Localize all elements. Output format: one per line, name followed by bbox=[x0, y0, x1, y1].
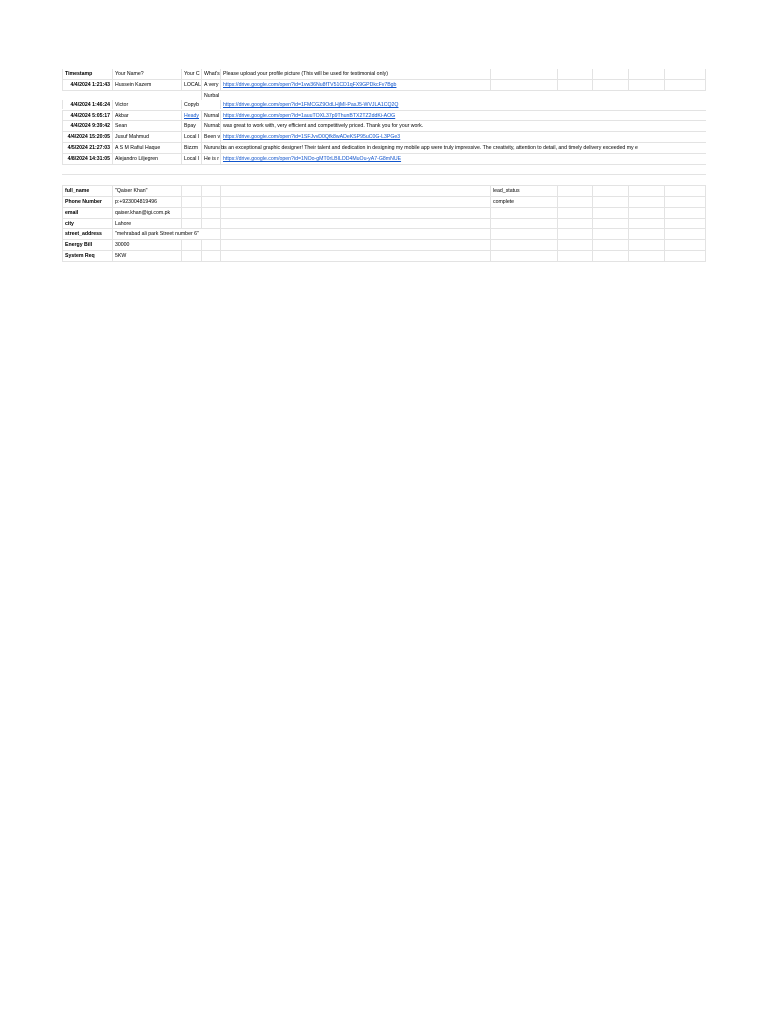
cell-link[interactable]: https://drive.google.com/open?id=1auuTOXL37p9ThunBTX2TZ2ddKi-AOG bbox=[220, 111, 490, 121]
cell-c[interactable]: Bizzm bbox=[181, 143, 201, 153]
table-row bbox=[62, 143, 706, 154]
cell-empty[interactable] bbox=[628, 229, 664, 239]
table-row bbox=[62, 80, 706, 91]
cell-name[interactable]: Sean bbox=[112, 121, 181, 131]
cell-name[interactable]: Akbar bbox=[112, 111, 181, 121]
cell-link[interactable]: https://drive.google.com/open?id=1NOo-gMT0rLBILDD4MuOu-yA7-G8mNUE bbox=[220, 154, 490, 164]
cell-empty[interactable] bbox=[181, 219, 201, 229]
cell-timestamp[interactable]: 4/4/2024 1:46:24 bbox=[62, 100, 112, 110]
cell-empty[interactable] bbox=[220, 208, 490, 218]
detail-label[interactable]: Phone Number bbox=[62, 197, 112, 207]
cell-d[interactable]: Nurunab bbox=[201, 143, 220, 153]
cell-empty[interactable] bbox=[220, 186, 490, 196]
cell-text[interactable]: was great to work with, very efficient and competitively priced. Thank you for your work. bbox=[220, 121, 520, 131]
cell-timestamp[interactable]: 4/4/2024 15:20:05 bbox=[62, 132, 112, 142]
cell-empty[interactable] bbox=[557, 229, 592, 239]
spreadsheet bbox=[62, 69, 706, 262]
header-name[interactable]: Your Name? bbox=[112, 69, 181, 79]
detail-value[interactable]: Lahore bbox=[112, 219, 181, 229]
cell-text[interactable]: is an exceptional graphic designer! Their talent and dedication in designing my mobile app were truly impressive. The creativity, attention to detail, and timely delivery exceeded my e bbox=[220, 143, 706, 153]
cell-timestamp[interactable]: 4/4/2024 1:21:43 bbox=[62, 80, 112, 90]
cell-empty[interactable] bbox=[592, 240, 628, 250]
cell-name[interactable]: Victor bbox=[112, 100, 181, 110]
cell-empty[interactable] bbox=[664, 219, 706, 229]
cell-empty[interactable] bbox=[490, 219, 557, 229]
detail-value[interactable]: qaiser.khan@igi.com.pk bbox=[112, 208, 181, 218]
detail-label[interactable]: city bbox=[62, 219, 112, 229]
cell-c[interactable]: Bpay bbox=[181, 121, 201, 131]
cell-name[interactable]: Jusuf Mahmud bbox=[112, 132, 181, 142]
table-row bbox=[62, 121, 706, 132]
cell-empty[interactable] bbox=[628, 219, 664, 229]
cell-empty[interactable] bbox=[557, 69, 592, 79]
header-e[interactable]: Please upload your profile picture (This will be used for testimonial only) bbox=[220, 69, 490, 79]
cell-d[interactable]: Nurbal bbox=[201, 91, 220, 101]
table-row bbox=[62, 132, 706, 143]
empty-row bbox=[62, 165, 706, 176]
cell-empty[interactable] bbox=[664, 80, 706, 90]
detail-row bbox=[62, 229, 706, 240]
cell-empty[interactable] bbox=[557, 197, 592, 207]
cell-empty[interactable] bbox=[664, 69, 706, 79]
cell-empty[interactable] bbox=[220, 197, 490, 207]
cell-empty[interactable] bbox=[628, 208, 664, 218]
detail-row bbox=[62, 219, 706, 230]
cell-empty[interactable] bbox=[201, 240, 220, 250]
cell-empty[interactable] bbox=[490, 229, 557, 239]
detail-extra-value[interactable]: complete bbox=[490, 197, 557, 207]
detail-row bbox=[62, 208, 706, 219]
cell-empty[interactable] bbox=[181, 186, 201, 196]
table-row bbox=[62, 91, 706, 111]
detail-row bbox=[62, 251, 706, 262]
detail-label[interactable]: email bbox=[62, 208, 112, 218]
header-row bbox=[62, 69, 706, 80]
cell-empty[interactable] bbox=[181, 240, 201, 250]
cell-empty[interactable] bbox=[628, 240, 664, 250]
cell-link[interactable]: https://drive.google.com/open?id=1FMCGZ9OdLHjMI-PasJ5-WVJLA1CQ2Q bbox=[220, 100, 490, 110]
cell-c[interactable]: Local I bbox=[181, 132, 201, 142]
detail-value[interactable]: p:+923004819496 bbox=[112, 197, 181, 207]
detail-extra-label[interactable]: lead_status bbox=[490, 186, 557, 196]
header-timestamp[interactable]: Timestamp bbox=[62, 69, 112, 79]
cell-empty[interactable] bbox=[664, 251, 706, 261]
cell-empty[interactable] bbox=[557, 80, 592, 90]
cell-c[interactable]: Local I bbox=[181, 154, 201, 164]
cell-empty[interactable] bbox=[628, 197, 664, 207]
detail-label[interactable]: street_address bbox=[62, 229, 112, 239]
cell-empty[interactable] bbox=[664, 208, 706, 218]
cell-empty[interactable] bbox=[201, 219, 220, 229]
cell-empty[interactable] bbox=[490, 208, 557, 218]
header-c[interactable]: Your C bbox=[181, 69, 201, 79]
cell-empty[interactable] bbox=[592, 197, 628, 207]
cell-d[interactable]: Nurnab bbox=[201, 121, 220, 131]
cell-c[interactable]: Copyb bbox=[181, 100, 201, 110]
header-d[interactable]: What's bbox=[201, 69, 220, 79]
detail-value[interactable]: "Qaiser Khan" bbox=[112, 186, 181, 196]
detail-value[interactable]: "mehrabad ali park Street number 6" bbox=[112, 229, 181, 239]
cell-empty[interactable] bbox=[181, 197, 201, 207]
cell-d[interactable]: A very bbox=[201, 80, 220, 90]
detail-label[interactable]: System Req bbox=[62, 251, 112, 261]
cell-empty[interactable] bbox=[592, 69, 628, 79]
cell-timestamp[interactable]: 4/4/2024 9:39:42 bbox=[62, 121, 112, 131]
empty-row bbox=[62, 175, 706, 186]
cell-empty[interactable] bbox=[220, 251, 490, 261]
cell-empty[interactable] bbox=[201, 251, 220, 261]
cell-name[interactable]: Alejandro Liljegren bbox=[112, 154, 181, 164]
cell-name[interactable]: A S M Rafiul Haque bbox=[112, 143, 181, 153]
cell-timestamp[interactable]: 4/4/2024 5:05:17 bbox=[62, 111, 112, 121]
detail-row bbox=[62, 197, 706, 208]
cell-empty[interactable] bbox=[592, 229, 628, 239]
cell-c[interactable]: Heady bbox=[181, 111, 201, 121]
cell-empty[interactable] bbox=[628, 186, 664, 196]
cell-name[interactable]: Hussein Kazem bbox=[112, 80, 181, 90]
table-row bbox=[62, 111, 706, 122]
cell-empty[interactable] bbox=[592, 80, 628, 90]
cell-empty[interactable] bbox=[181, 208, 201, 218]
cell-empty[interactable] bbox=[592, 186, 628, 196]
cell-empty[interactable] bbox=[201, 197, 220, 207]
cell-empty[interactable] bbox=[592, 251, 628, 261]
cell-empty[interactable] bbox=[592, 208, 628, 218]
cell-timestamp[interactable]: 4/8/2024 14:31:05 bbox=[62, 154, 112, 164]
cell-empty[interactable] bbox=[628, 69, 664, 79]
cell-empty[interactable] bbox=[628, 251, 664, 261]
cell-d[interactable]: Nurnal bbox=[201, 111, 220, 121]
cell-empty[interactable] bbox=[664, 229, 706, 239]
cell-empty[interactable] bbox=[557, 251, 592, 261]
cell-empty[interactable] bbox=[592, 219, 628, 229]
cell-empty[interactable] bbox=[664, 240, 706, 250]
cell-empty[interactable] bbox=[664, 197, 706, 207]
cell-link[interactable]: https://drive.google.com/open?id=1vw36Nu8fTV51CD1qFX9GPDkcFv7Bgb bbox=[220, 80, 490, 90]
cell-d[interactable]: Been v bbox=[201, 132, 220, 142]
cell-empty[interactable] bbox=[220, 219, 490, 229]
detail-label[interactable]: full_name bbox=[62, 186, 112, 196]
cell-empty[interactable] bbox=[201, 208, 220, 218]
cell-empty[interactable] bbox=[628, 80, 664, 90]
detail-value[interactable]: 30000 bbox=[112, 240, 181, 250]
cell-empty[interactable] bbox=[220, 240, 490, 250]
detail-row bbox=[62, 186, 706, 197]
cell-empty[interactable] bbox=[490, 69, 557, 79]
cell-empty[interactable] bbox=[557, 208, 592, 218]
cell-empty[interactable] bbox=[490, 251, 557, 261]
cell-empty[interactable] bbox=[490, 240, 557, 250]
cell-empty[interactable] bbox=[220, 229, 490, 239]
cell-empty[interactable] bbox=[181, 251, 201, 261]
cell-link[interactable]: https://drive.google.com/open?id=1SFJvvD0Qfk8wADeKSP95uC0G-L3PGe3 bbox=[220, 132, 490, 142]
cell-empty[interactable] bbox=[664, 186, 706, 196]
detail-row bbox=[62, 240, 706, 251]
cell-empty[interactable] bbox=[557, 186, 592, 196]
cell-empty[interactable] bbox=[490, 80, 557, 90]
detail-value[interactable]: 5KW bbox=[112, 251, 181, 261]
detail-label[interactable]: Energy Bill bbox=[62, 240, 112, 250]
cell-d[interactable]: He is r bbox=[201, 154, 220, 164]
cell-empty[interactable] bbox=[201, 186, 220, 196]
table-row bbox=[62, 154, 706, 165]
cell-timestamp[interactable]: 4/5/2024 21:27:03 bbox=[62, 143, 112, 153]
cell-empty[interactable] bbox=[557, 240, 592, 250]
cell-empty[interactable] bbox=[557, 219, 592, 229]
cell-c[interactable]: LOCAL bbox=[181, 80, 201, 90]
